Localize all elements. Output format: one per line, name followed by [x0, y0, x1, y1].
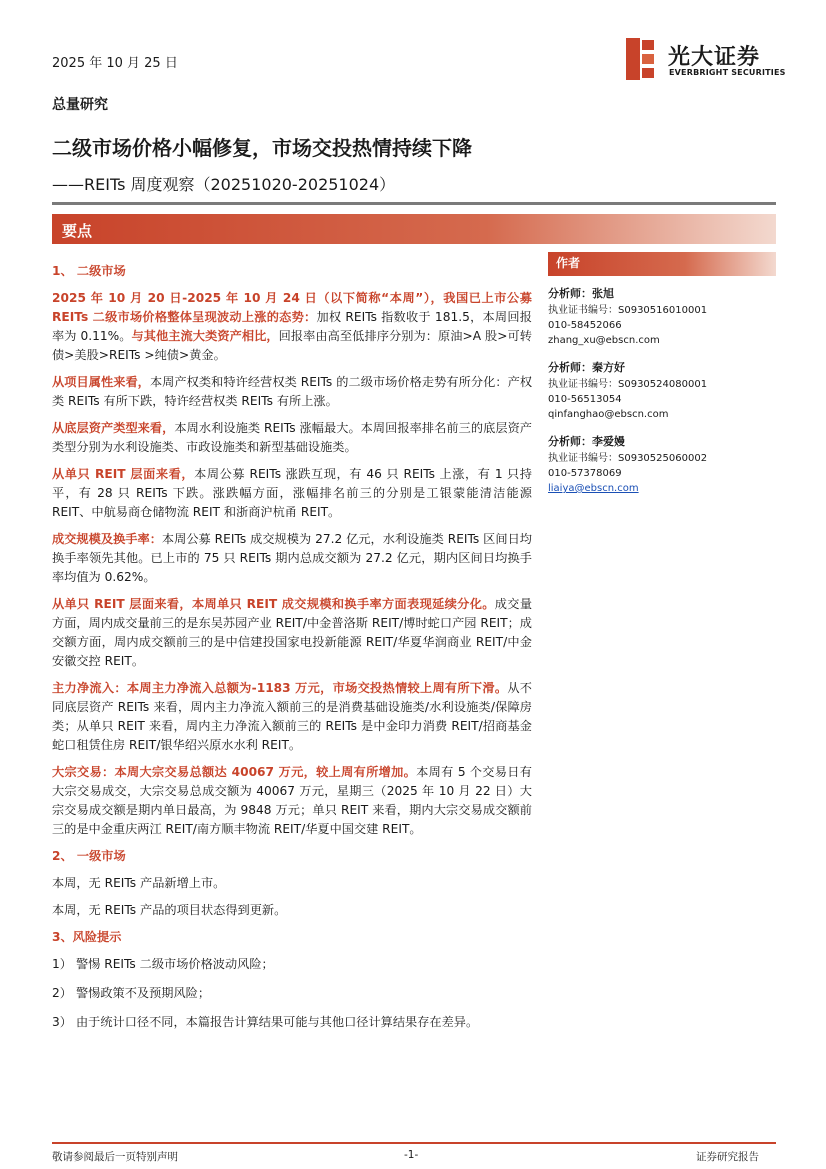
analyst-cert: 执业证书编号：S0930524080001 — [548, 379, 708, 390]
body-text: 成交量方面，周内成交量前三的是东吴苏园产业 REIT/中金普洛斯 REIT/博时蛇口产园 REIT；成交额方面，周内成交额前三的是中信建投国家电投新能源 REIT/华夏华润商业 REIT/中金安徽交控 REIT。 — [52, 597, 533, 668]
body-text: 本周有 5 个交易日有大宗交易成交，大宗交易总成交额为 40067 万元，星期三（2025 年 10 月 22 日）大宗交易成交额是期内单日最高，为 9848 万元；单只 REIT 来看，期内大宗交易成交额前三的是中金重庆两江 REIT/南方顺丰物流 REIT/华夏中国交建 REIT。 — [52, 765, 532, 836]
body-text: 本周公募 REITs 涨跌互现，有 46 只 REITs 上涨，有 1 只持平，有 28 只 REITs 下跌。涨跌幅方面，涨幅排名前三的分别是工银蒙能清洁能源 REIT、中航易商仓储物流 REIT 和浙商沪杭甬 REIT。 — [52, 467, 532, 519]
risk-number: 2） — [52, 986, 72, 1000]
paragraph-primary-status: 本周，无 REITs 产品的项目状态得到更新。 — [52, 903, 287, 917]
highlight-text: 主力净流入：本周主力净流入总额为-1183 万元，市场交投热情较上周有所下滑。 — [52, 681, 508, 695]
company-logo — [626, 38, 786, 82]
body-text: 回报率由高至低排序分别为：原油>A 股>可转债>美股>REITs >纯债>黄金。 — [52, 329, 532, 362]
report-subtitle: ——REITs 周度观察（20251020-20251024） — [52, 175, 396, 194]
paragraph-single-reit-volume — [52, 595, 532, 671]
report-category: 总量研究 — [52, 97, 108, 113]
risk-item — [52, 984, 532, 1003]
body-text: 本周公募 REITs 成交规模为 27.2 亿元，水利设施类 REITs 区间日均换手率领先其他。已上市的 75 只 REITs 期内总成交额为 27.2 亿元，期内区间日均换手率均值为 0.62%。 — [52, 532, 532, 584]
section-heading-risk: 3、风险提示 — [52, 930, 122, 944]
paragraph-turnover — [52, 530, 532, 587]
report-date: 2025 年 10 月 25 日 — [52, 56, 178, 71]
author-sidebar — [548, 252, 776, 508]
analyst-card — [548, 286, 776, 348]
body-text: 加权 REITs 指数收于 181.5，本周回报率为 0.11%。 — [52, 310, 532, 343]
paragraph-net-inflow — [52, 679, 532, 755]
page-number: -1- — [404, 1149, 419, 1161]
section-heading-secondary-market: 1、 二级市场 — [52, 264, 126, 278]
analyst-name: 分析师：李爱嫚 — [548, 435, 625, 448]
paragraph-market-overview — [52, 289, 532, 365]
highlight-text: 大宗交易：本周大宗交易总额达 40067 万元，较上周有所增加。 — [52, 765, 417, 779]
paragraph-asset-type — [52, 419, 532, 457]
footer-divider — [52, 1142, 776, 1144]
analyst-email-link[interactable]: liaiya@ebscn.com — [548, 483, 639, 494]
analyst-email[interactable]: qinfanghao@ebscn.com — [548, 409, 669, 420]
highlight-text: 从单只 REIT 层面来看， — [52, 467, 195, 481]
footer-disclaimer: 敬请参阅最后一页特别声明 — [52, 1151, 178, 1163]
header-divider — [52, 202, 776, 205]
analyst-phone: 010-57378069 — [548, 468, 622, 479]
paragraph-single-reit — [52, 465, 532, 522]
highlight-text: 成交规模及换手率： — [52, 532, 162, 546]
risk-item — [52, 955, 532, 974]
highlight-text: 2025 年 10 月 20 日-2025 年 10 月 24 日（以下简称“本周”），我国已上市公募 REITs 二级市场价格整体呈现波动上涨的态势： — [52, 291, 532, 324]
body-text: 从不同底层资产 REITs 来看，周内主力净流入额前三的是消费基础设施类/水利设施类/保障房类；从单只 REIT 来看，周内主力净流入额前三的 REITs 是中金印力消费 REIT/招商基金蛇口租赁住房 REIT/银华绍兴原水水利 REIT。 — [52, 681, 532, 752]
body-text: 本周产权类和特许经营权类 REITs 的二级市场价格走势有所分化：产权类 REITs 有所下跌，特许经营权类 REITs 有所上涨。 — [52, 375, 533, 408]
analyst-phone: 010-56513054 — [548, 394, 622, 405]
everbright-logo-icon — [626, 38, 656, 80]
analyst-cert: 执业证书编号：S0930516010001 — [548, 305, 708, 316]
paragraph-primary-listing: 本周，无 REITs 产品新增上市。 — [52, 876, 226, 890]
highlight-text: 从底层资产类型来看， — [52, 421, 175, 435]
analyst-card — [548, 360, 776, 422]
risk-text: 由于统计口径不同，本篇报告计算结果可能与其他口径计算结果存在差异。 — [76, 1015, 479, 1029]
risk-number: 3） — [52, 1015, 72, 1029]
section-heading-primary-market: 2、 一级市场 — [52, 849, 126, 863]
analyst-name: 分析师：秦方好 — [548, 361, 625, 374]
highlight-text: 从项目属性来看， — [52, 375, 150, 389]
report-title: 二级市场价格小幅修复，市场交投热情持续下降 — [52, 136, 472, 160]
paragraph-project-attribute — [52, 373, 532, 411]
analyst-name: 分析师：张旭 — [548, 287, 614, 300]
highlight-text: 与其他主流大类资产相比， — [131, 329, 279, 343]
logo-english-text: EVERBRIGHT SECURITIES — [669, 68, 786, 77]
analyst-email[interactable]: zhang_xu@ebscn.com — [548, 335, 660, 346]
risk-number: 1） — [52, 957, 72, 971]
key-points-bar — [52, 214, 776, 244]
author-label-bar: 作者 — [548, 252, 776, 276]
risk-text: 警惕政策不及预期风险； — [76, 986, 211, 1000]
analyst-card — [548, 434, 776, 496]
paragraph-block-trade — [52, 763, 532, 839]
main-content — [52, 262, 532, 1042]
key-points-label: 要点 — [62, 222, 93, 240]
body-text: 本周水利设施类 REITs 涨幅最大。本周回报率排名前三的底层资产类型分别为水利设施类、市政设施类和新型基础设施类。 — [52, 421, 532, 454]
risk-item — [52, 1013, 532, 1032]
analyst-phone: 010-58452066 — [548, 320, 622, 331]
logo-chinese-text: 光大证券 — [668, 45, 761, 70]
highlight-text: 从单只 REIT 层面来看，本周单只 REIT 成交规模和换手率方面表现延续分化。 — [52, 597, 495, 611]
analyst-cert: 执业证书编号：S0930525060002 — [548, 453, 708, 464]
footer-report-type: 证券研究报告 — [696, 1151, 759, 1163]
risk-text: 警惕 REITs 二级市场价格波动风险； — [76, 957, 274, 971]
